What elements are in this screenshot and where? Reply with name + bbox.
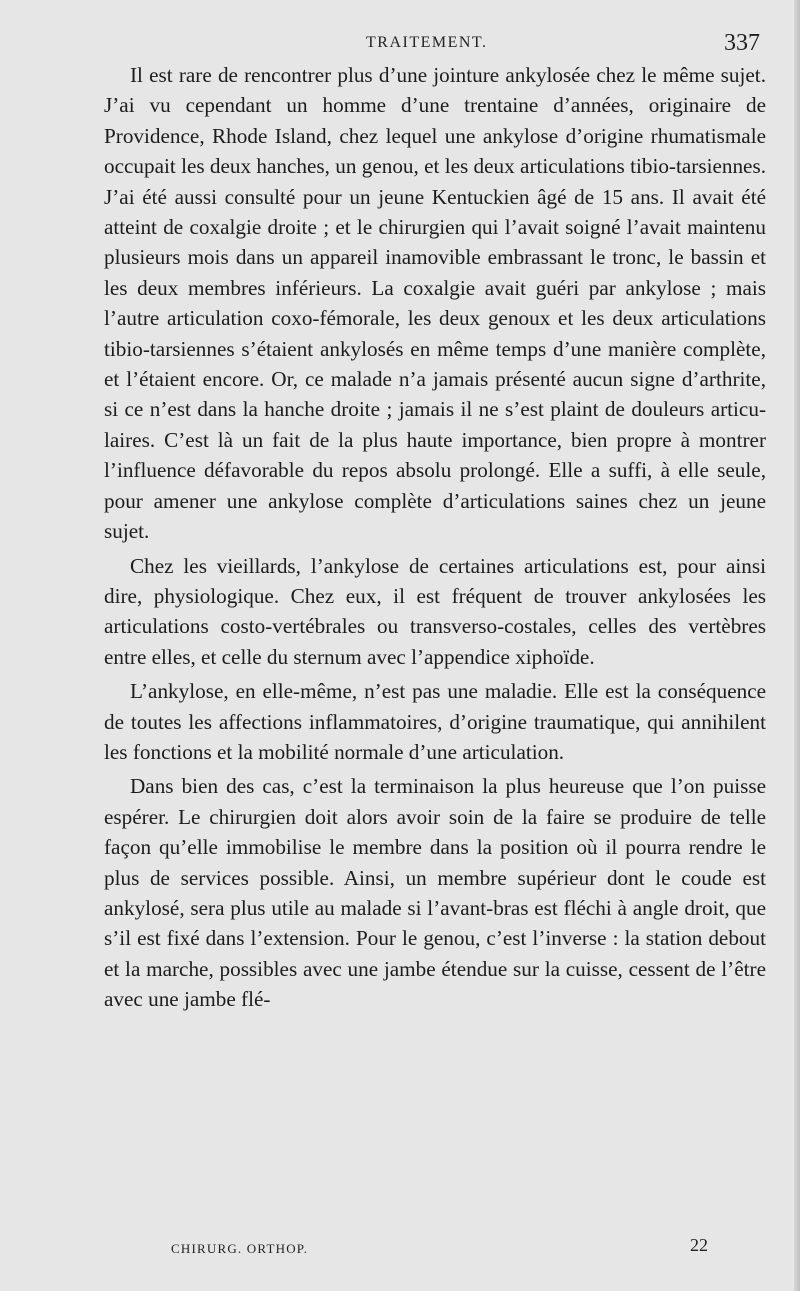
signature-mark: CHIRURG. ORTHOP.	[171, 1241, 309, 1256]
page-footer	[0, 1235, 800, 1265]
running-title: TRAITEMENT.	[366, 34, 488, 51]
paragraph: L’ankylose, en elle-même, n’est pas une maladie. Elle est la conséquence de toutes les affections inflammatoires, d’origine traumatique, qui annihilent les fonctions et la mobilité normale d’une articulation.	[104, 679, 766, 764]
paragraph: Chez les vieillards, l’ankylose de certaines articulations est, pour ainsi dire, physiologique. Chez eux, il est fréquent de trouver ankylosées les articulations costo-vertébrales ou transverso-costales, celles des vertèbres entre elles, et celle du sternum avec l’appendice xiphoïde.	[104, 553, 766, 669]
signature-number: 22	[690, 1235, 708, 1255]
body-text	[104, 60, 766, 1015]
running-head	[0, 30, 800, 60]
page-number: 337	[724, 30, 760, 56]
paragraph: Il est rare de rencontrer plus d’une jointure ankylosée chez le même sujet. J’ai vu cependant un homme d’une trentaine d’années, originaire de Providence, Rhode Island, chez lequel une ankylose d’origine rhumatismale occupait les deux hanches, un genou, et les deux articulations tibio-tarsiennes. J’ai été aussi consulté pour un jeune Kentuckien âgé de 15 ans. Il avait été atteint de coxalgie droite ; et le chirurgien qui l’avait soigné l’avait maintenu plusieurs mois dans un appareil inamovible embrassant le tronc, le bassin et les deux membres inférieurs. La coxalgie avait guéri par ankylose ; mais l’autre articulation coxo-fémorale, les deux genoux et les deux articulations tibio-tarsiennes s’étaient ankylosés en même temps d’une manière complète, et l’étaient encore. Or, ce malade n’a jamais présenté aucun signe d’arthrite, si ce n’est dans la hanche droite ; jamais il ne s’est plaint de douleurs articulaires. C’est là un fait de la plus haute importance, bien propre à montrer l’influence défavorable du repos absolu prolongé. Elle a suffi, à elle seule, pour amener une ankylose complète d’articulations saines chez un jeune sujet.	[104, 63, 766, 544]
paragraph: Dans bien des cas, c’est la terminaison la plus heureuse que l’on puisse espérer. Le chirurgien doit alors avoir soin de la faire se produire de telle façon qu’elle immobilise le membre dans la position où il pourra rendre le plus de services possible. Ainsi, un membre supérieur dont le coude est ankylosé, sera plus utile au malade si l’avant-bras est fléchi à angle droit, que s’il est fixé dans l’extension. Pour le genou, c’est l’inverse : la station debout et la marche, possibles avec une jambe étendue sur la cuisse, cessent de l’être avec une jambe flé-	[104, 774, 766, 1012]
page-edge-shadow	[794, 0, 800, 1291]
